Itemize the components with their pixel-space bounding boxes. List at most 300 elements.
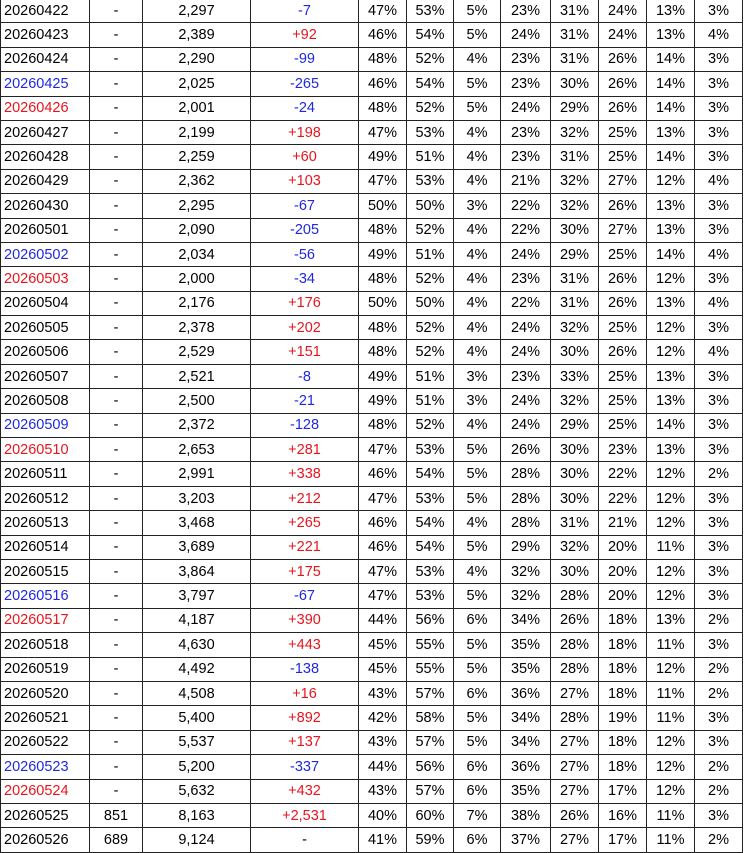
table-row [1,316,743,340]
pct-cell-7: 14% [647,72,695,96]
pct-cell-2: 52% [407,267,454,291]
count-cell: - [90,584,143,608]
change-cell: +202 [251,316,359,340]
pct-cell-3: 4% [454,242,501,266]
pct-cell-4: 35% [501,657,551,681]
pct-cell-3: 6% [454,779,501,803]
total-cell: 5,200 [143,755,251,779]
pct-cell-8: 3% [695,413,743,437]
total-cell: 2,199 [143,120,251,144]
pct-cell-3: 4% [454,559,501,583]
pct-cell-5: 30% [551,486,599,510]
table-row [1,47,743,71]
pct-cell-2: 58% [407,706,454,730]
pct-cell-5: 30% [551,218,599,242]
pct-cell-8: 3% [695,72,743,96]
table-row [1,389,743,413]
pct-cell-8: 3% [695,559,743,583]
change-cell: -205 [251,218,359,242]
pct-cell-2: 57% [407,681,454,705]
total-cell: 5,400 [143,706,251,730]
pct-cell-1: 48% [359,96,407,120]
pct-cell-6: 22% [599,486,647,510]
total-cell: 2,176 [143,291,251,315]
total-cell: 4,630 [143,633,251,657]
pct-cell-1: 43% [359,779,407,803]
count-cell: - [90,340,143,364]
pct-cell-5: 30% [551,340,599,364]
pct-cell-1: 49% [359,145,407,169]
count-cell: - [90,364,143,388]
total-cell: 4,187 [143,608,251,632]
pct-cell-7: 11% [647,681,695,705]
change-cell: +175 [251,559,359,583]
table-row [1,462,743,486]
count-cell: - [90,633,143,657]
pct-cell-3: 4% [454,169,501,193]
pct-cell-3: 3% [454,389,501,413]
pct-cell-7: 12% [647,559,695,583]
total-cell: 8,163 [143,803,251,827]
pct-cell-7: 13% [647,438,695,462]
pct-cell-1: 46% [359,511,407,535]
pct-cell-2: 54% [407,511,454,535]
date-cell: 20260521 [1,706,90,730]
pct-cell-4: 23% [501,267,551,291]
change-cell: -67 [251,584,359,608]
pct-cell-5: 27% [551,681,599,705]
total-cell: 2,025 [143,72,251,96]
date-cell: 20260506 [1,340,90,364]
change-cell: +443 [251,633,359,657]
pct-cell-6: 26% [599,194,647,218]
table-body [1,0,743,852]
pct-cell-6: 25% [599,389,647,413]
pct-cell-5: 27% [551,755,599,779]
total-cell: 3,689 [143,535,251,559]
pct-cell-7: 12% [647,316,695,340]
change-cell: +432 [251,779,359,803]
pct-cell-3: 5% [454,633,501,657]
pct-cell-5: 31% [551,0,599,23]
change-cell: +390 [251,608,359,632]
date-cell: 20260509 [1,413,90,437]
change-cell: +281 [251,438,359,462]
pct-cell-1: 47% [359,0,407,23]
total-cell: 2,297 [143,0,251,23]
pct-cell-8: 4% [695,242,743,266]
date-cell: 20260511 [1,462,90,486]
change-cell: -337 [251,755,359,779]
date-cell: 20260514 [1,535,90,559]
pct-cell-4: 22% [501,218,551,242]
pct-cell-7: 14% [647,413,695,437]
pct-cell-3: 3% [454,364,501,388]
total-cell: 4,508 [143,681,251,705]
pct-cell-4: 24% [501,413,551,437]
pct-cell-2: 54% [407,462,454,486]
count-cell: - [90,559,143,583]
pct-cell-1: 47% [359,486,407,510]
pct-cell-7: 12% [647,267,695,291]
change-cell: -34 [251,267,359,291]
pct-cell-8: 3% [695,803,743,827]
pct-cell-8: 3% [695,96,743,120]
table-row [1,584,743,608]
pct-cell-8: 3% [695,633,743,657]
pct-cell-5: 31% [551,291,599,315]
pct-cell-8: 4% [695,340,743,364]
pct-cell-3: 5% [454,0,501,23]
pct-cell-1: 41% [359,828,407,852]
pct-cell-4: 35% [501,633,551,657]
change-cell: -265 [251,72,359,96]
pct-cell-1: 48% [359,47,407,71]
pct-cell-8: 2% [695,755,743,779]
pct-cell-4: 32% [501,584,551,608]
pct-cell-5: 28% [551,657,599,681]
table-row [1,413,743,437]
pct-cell-7: 12% [647,779,695,803]
pct-cell-8: 3% [695,267,743,291]
pct-cell-6: 20% [599,559,647,583]
pct-cell-4: 24% [501,242,551,266]
pct-cell-5: 27% [551,828,599,852]
pct-cell-5: 32% [551,535,599,559]
pct-cell-5: 28% [551,706,599,730]
change-cell: -24 [251,96,359,120]
pct-cell-6: 26% [599,47,647,71]
total-cell: 2,001 [143,96,251,120]
table-row [1,291,743,315]
count-cell: - [90,242,143,266]
change-cell: +221 [251,535,359,559]
pct-cell-4: 23% [501,47,551,71]
pct-cell-2: 52% [407,218,454,242]
pct-cell-4: 23% [501,0,551,23]
date-cell: 20260423 [1,23,90,47]
pct-cell-1: 48% [359,267,407,291]
pct-cell-8: 3% [695,389,743,413]
date-cell: 20260508 [1,389,90,413]
date-cell: 20260519 [1,657,90,681]
pct-cell-1: 46% [359,462,407,486]
count-cell: - [90,47,143,71]
pct-cell-1: 48% [359,218,407,242]
pct-cell-7: 13% [647,218,695,242]
pct-cell-1: 42% [359,706,407,730]
date-cell: 20260523 [1,755,90,779]
pct-cell-8: 3% [695,364,743,388]
pct-cell-5: 29% [551,242,599,266]
pct-cell-4: 29% [501,535,551,559]
pct-cell-6: 25% [599,316,647,340]
count-cell: - [90,291,143,315]
pct-cell-6: 18% [599,730,647,754]
pct-cell-2: 60% [407,803,454,827]
pct-cell-2: 53% [407,486,454,510]
pct-cell-2: 52% [407,316,454,340]
pct-cell-8: 3% [695,438,743,462]
pct-cell-6: 24% [599,23,647,47]
pct-cell-2: 54% [407,23,454,47]
count-cell: - [90,72,143,96]
pct-cell-5: 30% [551,72,599,96]
total-cell: 2,389 [143,23,251,47]
pct-cell-1: 49% [359,364,407,388]
date-cell: 20260526 [1,828,90,852]
pct-cell-4: 34% [501,730,551,754]
pct-cell-2: 52% [407,413,454,437]
pct-cell-5: 31% [551,267,599,291]
pct-cell-7: 12% [647,584,695,608]
pct-cell-4: 28% [501,486,551,510]
change-cell: +892 [251,706,359,730]
pct-cell-6: 25% [599,413,647,437]
pct-cell-7: 12% [647,486,695,510]
change-cell: +151 [251,340,359,364]
pct-cell-8: 2% [695,828,743,852]
pct-cell-1: 45% [359,633,407,657]
change-cell: +265 [251,511,359,535]
pct-cell-2: 50% [407,194,454,218]
count-cell: - [90,23,143,47]
pct-cell-6: 27% [599,169,647,193]
total-cell: 5,632 [143,779,251,803]
pct-cell-1: 47% [359,559,407,583]
date-cell: 20260501 [1,218,90,242]
change-cell: +137 [251,730,359,754]
date-cell: 20260430 [1,194,90,218]
table-row [1,23,743,47]
pct-cell-8: 3% [695,584,743,608]
pct-cell-4: 26% [501,438,551,462]
count-cell: - [90,511,143,535]
pct-cell-2: 53% [407,169,454,193]
table-row [1,218,743,242]
pct-cell-2: 53% [407,120,454,144]
table-row [1,803,743,827]
table-row [1,559,743,583]
change-cell: -138 [251,657,359,681]
pct-cell-2: 56% [407,755,454,779]
pct-cell-4: 32% [501,559,551,583]
total-cell: 2,000 [143,267,251,291]
pct-cell-1: 44% [359,608,407,632]
pct-cell-2: 55% [407,633,454,657]
pct-cell-4: 37% [501,828,551,852]
pct-cell-6: 21% [599,511,647,535]
total-cell: 5,537 [143,730,251,754]
date-cell: 20260524 [1,779,90,803]
total-cell: 2,034 [143,242,251,266]
table-row [1,535,743,559]
pct-cell-4: 24% [501,340,551,364]
count-cell: - [90,120,143,144]
pct-cell-6: 26% [599,340,647,364]
total-cell: 2,378 [143,316,251,340]
table-row [1,96,743,120]
table-row [1,145,743,169]
pct-cell-4: 34% [501,706,551,730]
pct-cell-2: 56% [407,608,454,632]
pct-cell-1: 46% [359,72,407,96]
pct-cell-3: 5% [454,706,501,730]
pct-cell-6: 26% [599,291,647,315]
pct-cell-5: 29% [551,96,599,120]
date-cell: 20260513 [1,511,90,535]
count-cell: - [90,779,143,803]
table-row [1,755,743,779]
pct-cell-3: 4% [454,267,501,291]
pct-cell-5: 30% [551,559,599,583]
pct-cell-4: 23% [501,72,551,96]
pct-cell-3: 5% [454,438,501,462]
date-cell: 20260427 [1,120,90,144]
total-cell: 2,372 [143,413,251,437]
pct-cell-8: 3% [695,535,743,559]
pct-cell-3: 4% [454,291,501,315]
pct-cell-1: 43% [359,681,407,705]
count-cell: - [90,462,143,486]
pct-cell-5: 30% [551,438,599,462]
change-cell: -56 [251,242,359,266]
pct-cell-7: 13% [647,389,695,413]
date-cell: 20260428 [1,145,90,169]
pct-cell-3: 5% [454,96,501,120]
date-cell: 20260502 [1,242,90,266]
pct-cell-5: 32% [551,169,599,193]
table-row [1,633,743,657]
total-cell: 4,492 [143,657,251,681]
pct-cell-7: 12% [647,462,695,486]
pct-cell-4: 24% [501,316,551,340]
pct-cell-7: 13% [647,23,695,47]
pct-cell-1: 40% [359,803,407,827]
pct-cell-3: 6% [454,828,501,852]
table-row [1,608,743,632]
pct-cell-5: 26% [551,608,599,632]
pct-cell-8: 3% [695,316,743,340]
count-cell: - [90,389,143,413]
table-row [1,120,743,144]
pct-cell-6: 25% [599,120,647,144]
count-cell: - [90,755,143,779]
change-cell: -67 [251,194,359,218]
change-cell: +16 [251,681,359,705]
pct-cell-4: 34% [501,608,551,632]
pct-cell-3: 6% [454,681,501,705]
count-cell: - [90,486,143,510]
pct-cell-5: 32% [551,194,599,218]
pct-cell-7: 11% [647,803,695,827]
pct-cell-7: 14% [647,96,695,120]
date-cell: 20260507 [1,364,90,388]
pct-cell-4: 21% [501,169,551,193]
pct-cell-6: 25% [599,242,647,266]
pct-cell-5: 28% [551,584,599,608]
pct-cell-8: 3% [695,218,743,242]
pct-cell-8: 4% [695,23,743,47]
pct-cell-6: 20% [599,535,647,559]
table-row [1,779,743,803]
table-row [1,194,743,218]
pct-cell-3: 5% [454,584,501,608]
date-cell: 20260504 [1,291,90,315]
pct-cell-6: 25% [599,145,647,169]
count-cell: - [90,608,143,632]
date-cell: 20260515 [1,559,90,583]
pct-cell-2: 54% [407,535,454,559]
date-cell: 20260505 [1,316,90,340]
change-cell: -99 [251,47,359,71]
pct-cell-1: 43% [359,730,407,754]
change-cell: -7 [251,0,359,23]
pct-cell-5: 31% [551,145,599,169]
pct-cell-3: 5% [454,72,501,96]
table-row [1,364,743,388]
table-row [1,681,743,705]
pct-cell-2: 50% [407,291,454,315]
pct-cell-3: 5% [454,486,501,510]
table-row [1,730,743,754]
pct-cell-7: 14% [647,145,695,169]
total-cell: 2,090 [143,218,251,242]
pct-cell-1: 48% [359,413,407,437]
date-cell: 20260429 [1,169,90,193]
pct-cell-8: 2% [695,681,743,705]
count-cell: - [90,681,143,705]
pct-cell-2: 54% [407,72,454,96]
date-cell: 20260522 [1,730,90,754]
pct-cell-7: 12% [647,730,695,754]
table-row [1,267,743,291]
pct-cell-5: 31% [551,47,599,71]
total-cell: 3,797 [143,584,251,608]
count-cell: - [90,535,143,559]
pct-cell-4: 38% [501,803,551,827]
date-cell: 20260422 [1,0,90,23]
pct-cell-2: 53% [407,559,454,583]
pct-cell-6: 26% [599,72,647,96]
pct-cell-6: 17% [599,828,647,852]
table-row [1,242,743,266]
pct-cell-3: 4% [454,316,501,340]
change-cell: +92 [251,23,359,47]
pct-cell-7: 11% [647,706,695,730]
table-row [1,657,743,681]
pct-cell-1: 47% [359,584,407,608]
pct-cell-8: 2% [695,608,743,632]
total-cell: 9,124 [143,828,251,852]
count-cell: - [90,218,143,242]
pct-cell-8: 3% [695,486,743,510]
pct-cell-2: 51% [407,389,454,413]
pct-cell-2: 53% [407,0,454,23]
total-cell: 2,290 [143,47,251,71]
total-cell: 2,653 [143,438,251,462]
pct-cell-7: 14% [647,47,695,71]
pct-cell-1: 47% [359,438,407,462]
pct-cell-6: 16% [599,803,647,827]
count-cell: - [90,194,143,218]
pct-cell-8: 3% [695,194,743,218]
pct-cell-1: 50% [359,194,407,218]
pct-cell-2: 52% [407,340,454,364]
pct-cell-7: 13% [647,291,695,315]
pct-cell-2: 53% [407,584,454,608]
count-cell: - [90,413,143,437]
